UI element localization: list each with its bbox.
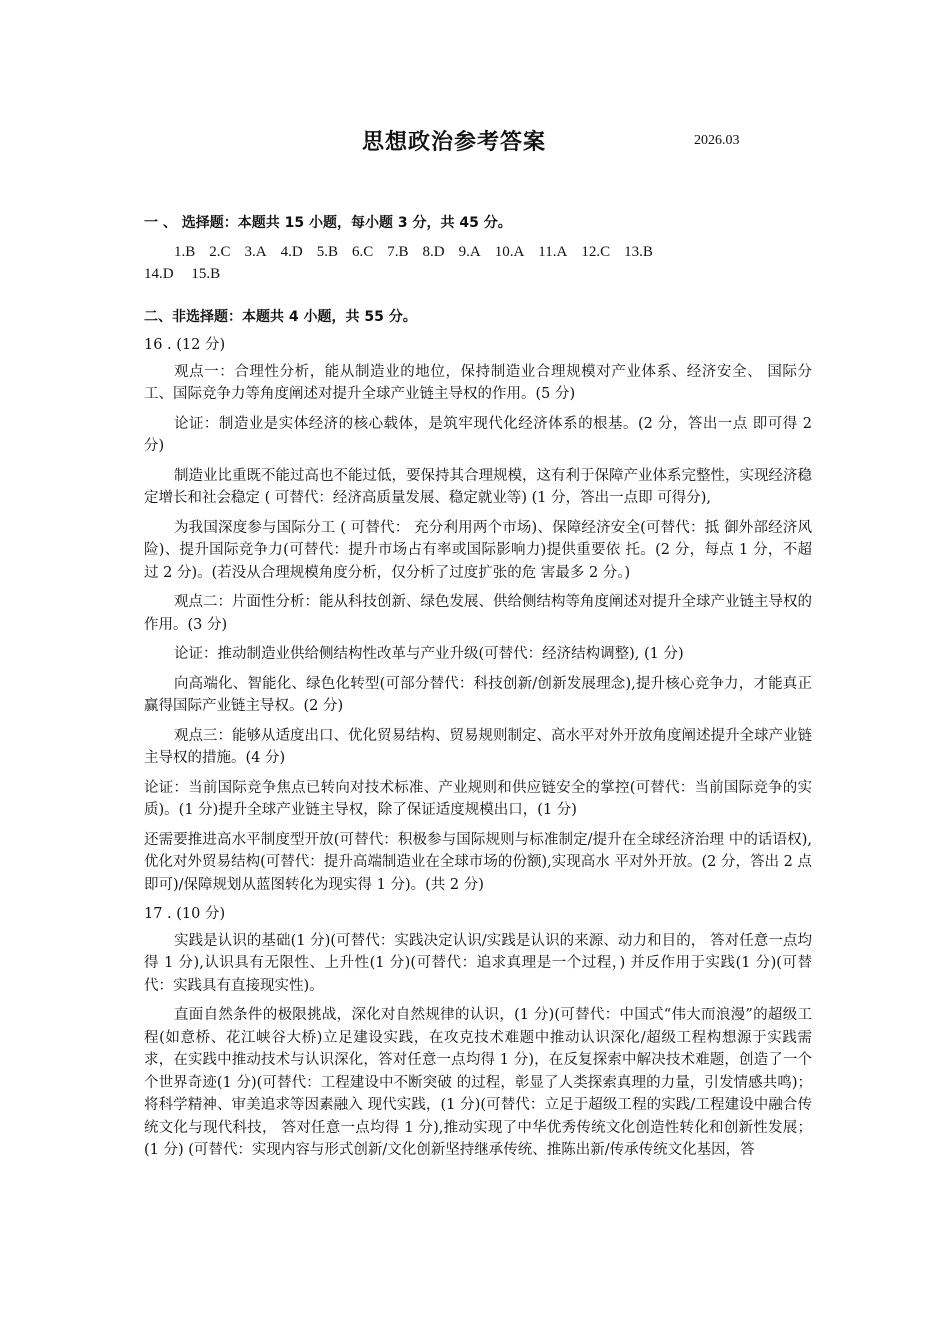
answer-item: 5.B [316, 243, 338, 260]
answer-item: 3.A [244, 243, 267, 260]
question-16-label: 16 . (12 分) [144, 337, 226, 353]
q16-paragraph: 为我国深度参与国际分工 ( 可替代： 充分利用两个市场)、保障经济安全(可替代：抵 御外部经济风险)、提升国际竞争力(可替代：提升市场占有率或国际影响力)提供重要依 托。(2 分，每点 1 分，不超过 2 分)。(若没从合理规模角度分析，仅分析了过度扩张的危 害最多 2 分。) [144, 519, 812, 581]
q16-paragraph: 制造业比重既不能过高也不能过低，要保持其合理规模，这有利于保障产业体系完整性，实现经济稳定增长和社会稳定 ( 可替代：经济高质量发展、稳定就业等) (1 分，答出一点即 可得分), [144, 467, 812, 506]
answer-item: 10.A [494, 243, 525, 260]
q16-flat-paragraph: 还需要推进高水平制度型开放(可替代：积极参与国际规则与标准制定/提升在全球经济治理 中的话语权),优化对外贸易结构(可替代：提升高端制造业在全球市场的份额),实现高水 平对外开放。(2 分，答出 2 点即可)/保障规划从蓝图转化为现实得 1 分)。(共 2 分) [144, 831, 812, 893]
answer-item: 1.B [174, 243, 196, 260]
answer-item: 2.C [209, 243, 231, 260]
answer-item: 8.D [422, 243, 445, 260]
answer-item: 11.A [538, 243, 568, 260]
q16-paragraph: 观点一：合理性分析，能从制造业的地位，保持制造业合理规模对产业体系、经济安全、 国际分工、国际竞争力等角度阐述对提升全球产业链主导权的作用。(5 分) [144, 363, 812, 402]
answer-item: 12.C [581, 243, 611, 260]
answer-item: 6.C [351, 243, 374, 260]
q16-paragraph: 观点二：片面性分析：能从科技创新、绿色发展、供给侧结构等角度阐述对提升全球产业链主导权的作用。(3 分) [144, 594, 812, 633]
question-17-label: 17 . (10 分) [144, 906, 226, 922]
answer-item: 4.D [280, 243, 303, 260]
section2-heading: 二、非选择题：本题共 4 小题，共 55 分。 [144, 308, 417, 325]
page-title: 思想政治参考答案 [362, 129, 547, 155]
multiple-choice-answers [144, 241, 812, 286]
q16-paragraph: 论证：制造业是实体经济的核心载体，是筑牢现代化经济体系的根基。(2 分，答出一点 即可得 2 分) [144, 415, 812, 454]
answer-content [144, 212, 812, 1169]
q17-paragraph: 实践是认识的基础(1 分)(可替代：实践决定认识/实践是认识的来源、动力和目的， 答对任意一点均得 1 分),认识具有无限性、上升性(1 分)(可替代：追求真理是一个过程，) 并反作用于实践(1 分)(可替代：实践具有直接现实性)。 [144, 932, 812, 994]
q16-paragraph: 论证：推动制造业供给侧结构性改革与产业升级(可替代：经济结构调整), (1 分) [174, 646, 684, 662]
q16-flat-paragraph: 论证：当前国际竞争焦点已转向对技术标准、产业规则和供应链安全的掌控(可替代：当前国际竞争的实质)。(1 分)提升全球产业链主导权，除了保证适度规模出口，(1 分) [144, 779, 812, 818]
answer-item: 7.B [387, 243, 409, 260]
q17-paragraph: 直面自然条件的极限挑战，深化对自然规律的认识，(1 分)(可替代：中国式“伟大而浪漫”的超级工程(如意桥、花江峡谷大桥)立足建设实践，在攻克技术难题中推动认识深化/超级工程构想源于实践需求，在实践中推动技术与认识深化，答对任意一点均得 1 分)，在反复探索中解决技术难题，创造了一个个世界奇迹(1 分)(可替代：工程建设中不断突破 的过程，彰显了人类探索真理的力量，引发情感共鸣)；将科学精神、审美追求等因素融入 现代实践，(1 分)(可替代：立足于超级工程的实践/工程建设中融合传统文化与现代科技， 答对任意一点均得 1 分),推动实现了中华优秀传统文化创造性转化和创新性发展；(1 分) (可替代：实现内容与形式创新/文化创新坚持继承传统、推陈出新/传承传统文化基因，答 [144, 1007, 812, 1158]
answer-item: 9.A [458, 243, 481, 260]
title-row [0, 125, 950, 159]
answer-item: 13.B [624, 243, 653, 260]
q16-paragraph: 观点三：能够从适度出口、优化贸易结构、贸易规则制定、高水平对外开放角度阐述提升全球产业链主导权的措施。(4 分) [144, 727, 812, 766]
answer-line-2: 14.D 15.B [144, 266, 221, 282]
document-date: 2026.03 [694, 133, 740, 148]
section1-heading: 一 、 选择题：本题共 15 小题，每小题 3 分，共 45 分。 [144, 215, 512, 231]
q16-paragraph: 向高端化、智能化、绿色化转型(可部分替代：科技创新/创新发展理念),提升核心竞争力，才能真正赢得国际产业链主导权。(2 分) [144, 675, 812, 714]
